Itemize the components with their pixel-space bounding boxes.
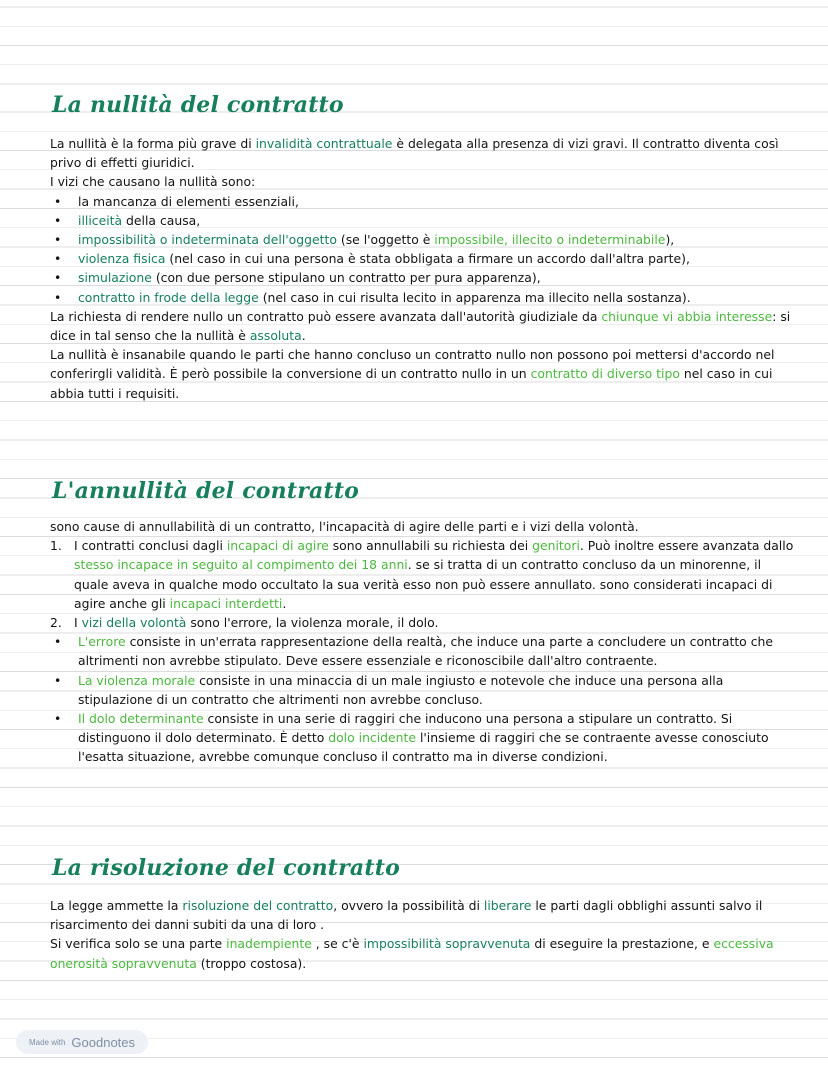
- section-risoluzione: [50, 896, 795, 973]
- list-item: • L'errore consiste in un'errata rappresentazione della realtà, che induce una parte a concludere un contratto che altrimenti non avrebbe stipulato. Deve essere essenziale e riconoscibile dall'altro contraente.: [50, 632, 795, 670]
- bullet-list: [50, 632, 795, 766]
- section-title-risoluzione: La risoluzione del contratto: [52, 855, 400, 881]
- list-item: • La violenza morale consiste in una minaccia di un male ingiusto e notevole che induce una persona alla stipulazione di un contratto che altrimenti non avrebbe concluso.: [50, 671, 795, 709]
- numbered-item: 2. I vizi della volontà sono l'errore, la violenza morale, il dolo.: [50, 615, 439, 631]
- list-item: • violenza fisica (nel caso in cui una persona è stata obbligata a firmare un accordo dall'altra parte),: [50, 249, 795, 268]
- paragraph: Si verifica solo se una parte inadempiente , se c'è impossibilità sopravvenuta di eseguire la prestazione, e eccessiva onerosità sopravvenuta (troppo costosa).: [50, 936, 774, 971]
- section-title-nullita: La nullità del contratto: [52, 92, 344, 118]
- text: La nullità è la forma più grave di: [50, 136, 256, 151]
- list-item: • contratto in frode della legge (nel caso in cui risulta lecito in apparenza ma illecito nella sostanza).: [50, 288, 795, 307]
- paragraph: La legge ammette la risoluzione del contratto, ovvero la possibilità di liberare le parti dagli obblighi assunti salvo il risarcimento dei danni subiti da una di loro .: [50, 898, 763, 933]
- list-item: • impossibilità o indeterminata dell'oggetto (se l'oggetto è impossibile, illecito o indeterminabile),: [50, 230, 795, 249]
- goodnotes-badge: [16, 1030, 148, 1054]
- made-with-label: Made with: [28, 1037, 66, 1047]
- paragraph: La richiesta di rendere nullo un contratto può essere avanzata dall'autorità giudiziale da chiunque vi abbia interesse: si dice in tal senso che la nullità è assoluta.: [50, 308, 791, 344]
- highlight-text: invalidità contrattuale: [255, 136, 393, 151]
- section-annullita: [50, 517, 795, 767]
- goodnotes-logo: Goodnotes: [71, 1034, 136, 1050]
- paragraph: I vizi che causano la nullità sono:: [50, 174, 256, 190]
- paragraph: [50, 134, 795, 172]
- section-nullita: [50, 134, 795, 403]
- bullet-list: [50, 192, 795, 307]
- list-item: • la mancanza di elementi essenziali,: [50, 192, 795, 211]
- section-title-annullita: L'annullità del contratto: [52, 478, 360, 504]
- paragraph: sono cause di annullabilità di un contratto, l'incapacità di agire delle parti e i vizi della volontà.: [50, 519, 639, 534]
- paragraph: La nullità è insanabile quando le parti che hanno concluso un contratto nullo non possono poi mettersi d'accordo nel conferirgli validità. È però possibile la conversione di un contratto nullo in un contratto di diverso tipo nel caso in cui abbia tutti i requisiti.: [50, 347, 775, 401]
- list-item: • simulazione (con due persone stipulano un contratto per pura apparenza),: [50, 268, 795, 287]
- list-item: • Il dolo determinante consiste in una serie di raggiri che inducono una persona a stipulare un contratto. Si distinguono il dolo determinato. È detto dolo incidente l'insieme di raggiri che se contraente avesse conosciuto l'esatta situazione, avrebbe comunque concluso il contratto ma in diverse condizioni.: [50, 709, 795, 767]
- numbered-item: 1. I contratti conclusi dagli incapaci di agire sono annullabili su richiesta dei genitori. Può inoltre essere avanzata dallo stesso incapace in seguito al compimento dei 18 anni. se si tratta di un contratto concluso da un minorenne, il quale aveva in qualche modo occultato la sua verità esso non può essere annullato. sono considerati incapaci di agire anche gli incapaci interdetti.: [50, 538, 794, 611]
- text: è delegata alla presenza di vizi gravi. Il contratto diventa così privo di effetti giuridici.: [50, 136, 779, 171]
- list-item: • illiceità della causa,: [50, 211, 795, 230]
